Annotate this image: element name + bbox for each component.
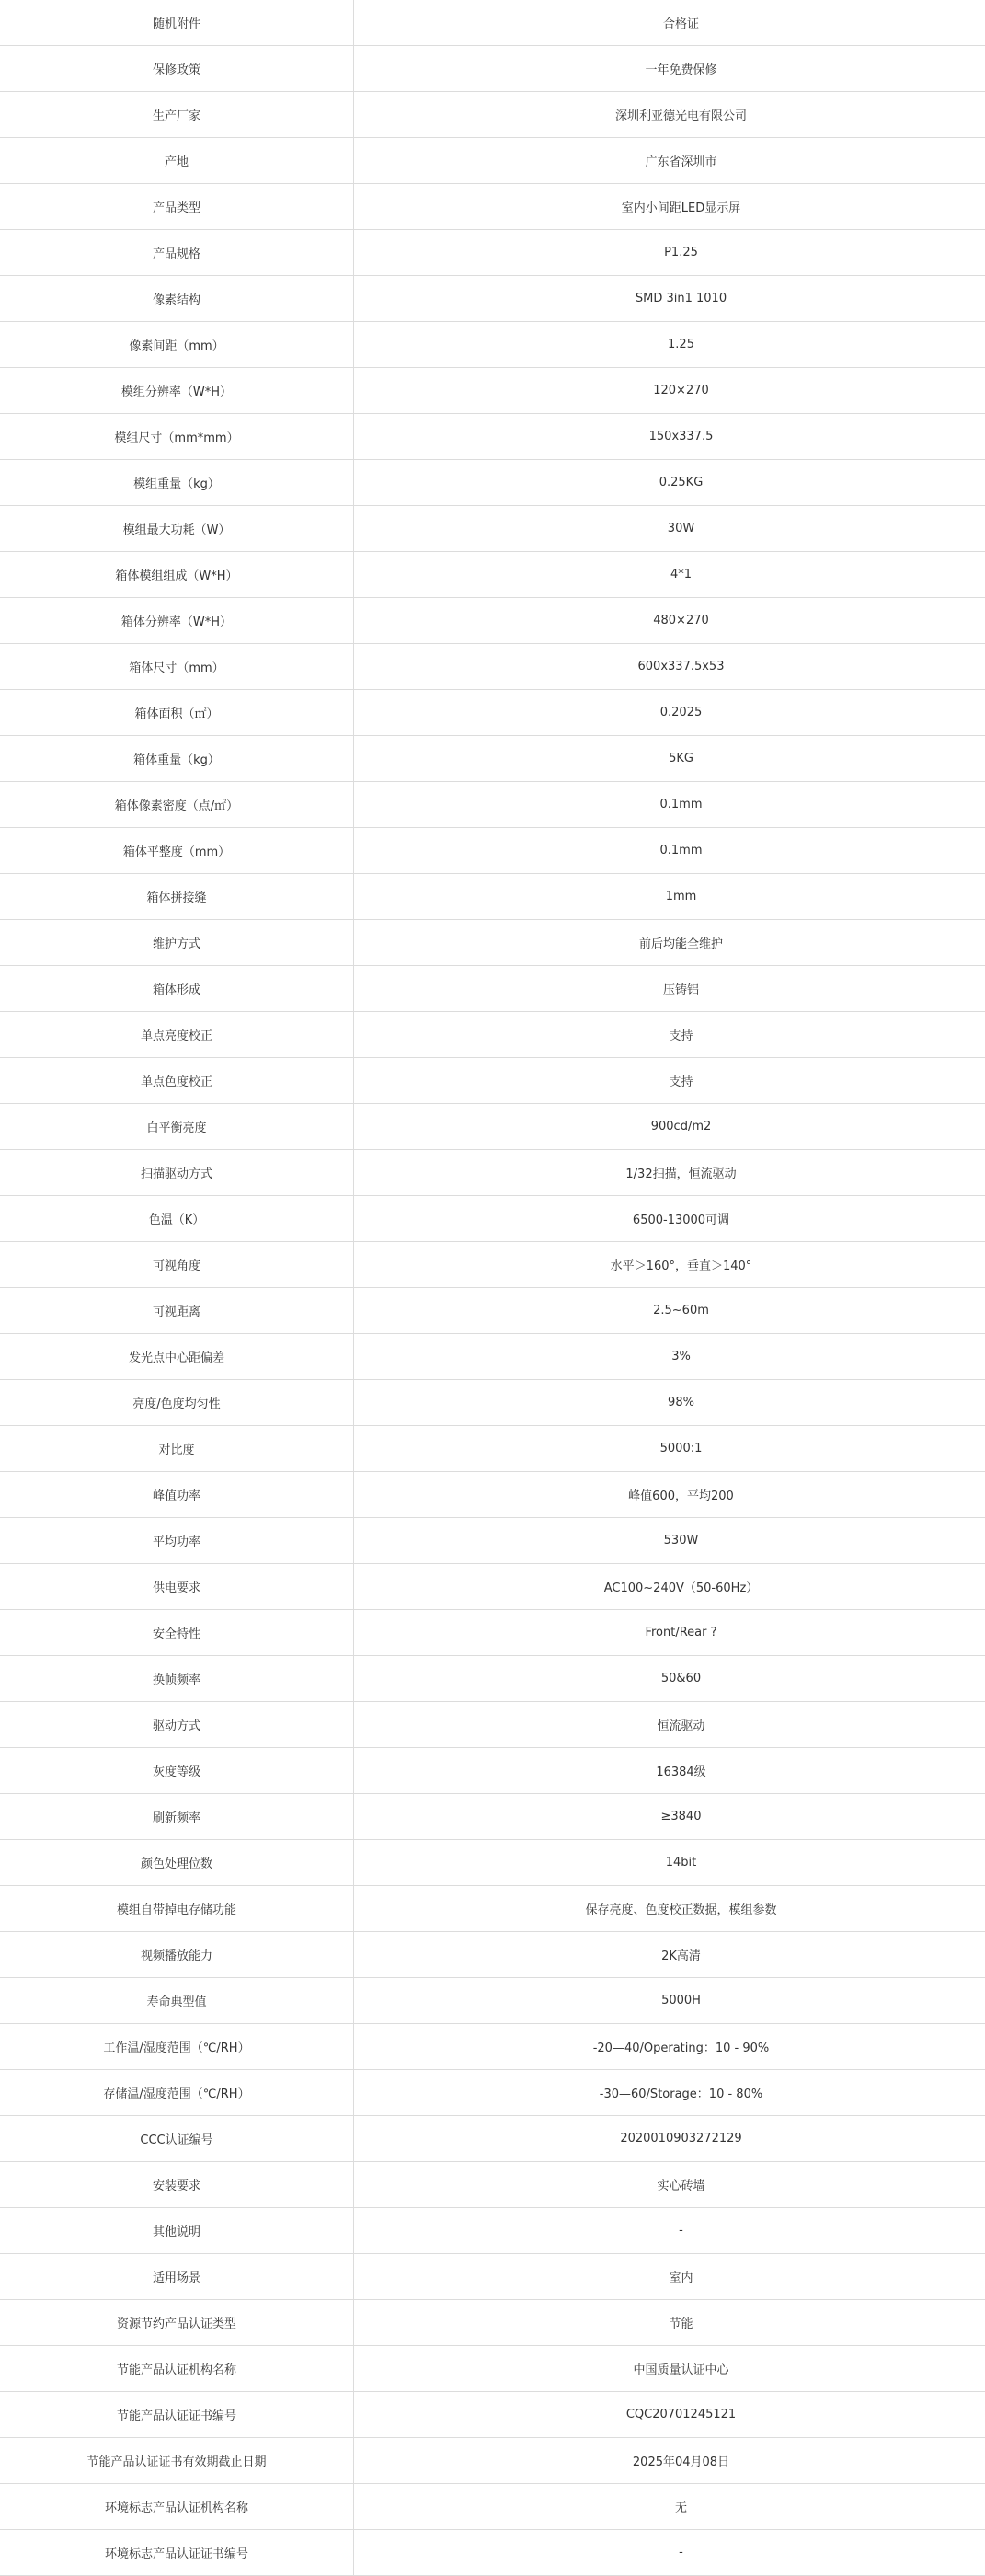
spec-value: 5000:1 [354, 1426, 985, 1472]
spec-value: 150x337.5 [354, 414, 985, 460]
spec-row [0, 1196, 985, 1242]
spec-label: 供电要求 [0, 1564, 354, 1610]
spec-row [0, 2254, 985, 2300]
spec-row [0, 552, 985, 598]
spec-row [0, 92, 985, 138]
spec-value: 节能 [354, 2300, 985, 2346]
spec-label: 色温（K） [0, 1196, 354, 1242]
spec-value: 480×270 [354, 598, 985, 644]
spec-value: 30W [354, 506, 985, 552]
spec-label: 可视距离 [0, 1288, 354, 1334]
spec-label: 单点色度校正 [0, 1058, 354, 1104]
spec-value: 室内 [354, 2254, 985, 2300]
spec-value: 1.25 [354, 322, 985, 368]
spec-row [0, 1932, 985, 1978]
spec-value: 120×270 [354, 368, 985, 414]
spec-label: 模组分辨率（W*H） [0, 368, 354, 414]
spec-row [0, 1012, 985, 1058]
spec-value: 水平＞160°，垂直＞140° [354, 1242, 985, 1288]
spec-value: 0.25KG [354, 460, 985, 506]
spec-value: 支持 [354, 1012, 985, 1058]
spec-label: 驱动方式 [0, 1702, 354, 1748]
spec-label: CCC认证编号 [0, 2116, 354, 2162]
spec-value: 一年免费保修 [354, 46, 985, 92]
spec-row [0, 874, 985, 920]
spec-label: 视频播放能力 [0, 1932, 354, 1978]
spec-value: Front/Rear ? [354, 1610, 985, 1656]
spec-value: 峰值600，平均200 [354, 1472, 985, 1518]
spec-label: 环境标志产品认证证书编号 [0, 2530, 354, 2576]
spec-row [0, 1794, 985, 1840]
spec-label: 寿命典型值 [0, 1978, 354, 2024]
spec-row [0, 276, 985, 322]
spec-row [0, 1426, 985, 1472]
spec-label: 箱体像素密度（点/㎡） [0, 782, 354, 828]
spec-row [0, 2208, 985, 2254]
spec-value: 50&60 [354, 1656, 985, 1702]
spec-label: 箱体分辨率（W*H） [0, 598, 354, 644]
spec-row [0, 2438, 985, 2484]
spec-row [0, 1886, 985, 1932]
spec-value: 2020010903272129 [354, 2116, 985, 2162]
spec-row [0, 138, 985, 184]
spec-label: 对比度 [0, 1426, 354, 1472]
spec-value: -20—40/Operating：10 - 90% [354, 2024, 985, 2070]
spec-row [0, 1656, 985, 1702]
spec-row [0, 2024, 985, 2070]
spec-value: - [354, 2208, 985, 2254]
spec-row [0, 1472, 985, 1518]
spec-value: 恒流驱动 [354, 1702, 985, 1748]
spec-value: 0.1mm [354, 828, 985, 874]
spec-label: 生产厂家 [0, 92, 354, 138]
spec-row [0, 1564, 985, 1610]
spec-label: 箱体形成 [0, 966, 354, 1012]
spec-row [0, 1610, 985, 1656]
spec-row [0, 644, 985, 690]
spec-value: 无 [354, 2484, 985, 2530]
spec-label: 峰值功率 [0, 1472, 354, 1518]
spec-value: 2.5~60m [354, 1288, 985, 1334]
spec-row [0, 0, 985, 46]
spec-row [0, 598, 985, 644]
spec-value: 600x337.5x53 [354, 644, 985, 690]
spec-row [0, 414, 985, 460]
spec-row [0, 2530, 985, 2576]
spec-label: 节能产品认证证书有效期截止日期 [0, 2438, 354, 2484]
spec-row [0, 2070, 985, 2116]
spec-label: 像素间距（mm） [0, 322, 354, 368]
spec-value: 4*1 [354, 552, 985, 598]
spec-value: 0.1mm [354, 782, 985, 828]
spec-label: 换帧频率 [0, 1656, 354, 1702]
spec-label: 像素结构 [0, 276, 354, 322]
spec-value: 支持 [354, 1058, 985, 1104]
spec-label: 存储温/湿度范围（℃/RH） [0, 2070, 354, 2116]
spec-row [0, 828, 985, 874]
spec-label: 安全特性 [0, 1610, 354, 1656]
spec-row [0, 1702, 985, 1748]
spec-value: -30—60/Storage：10 - 80% [354, 2070, 985, 2116]
spec-label: 模组尺寸（mm*mm） [0, 414, 354, 460]
spec-label: 随机附件 [0, 0, 354, 46]
spec-value: 前后均能全维护 [354, 920, 985, 966]
spec-row [0, 1334, 985, 1380]
spec-label: 发光点中心距偏差 [0, 1334, 354, 1380]
spec-label: 其他说明 [0, 2208, 354, 2254]
spec-label: 产品规格 [0, 230, 354, 276]
spec-value: 1/32扫描，恒流驱动 [354, 1150, 985, 1196]
spec-value: 3% [354, 1334, 985, 1380]
spec-row [0, 460, 985, 506]
spec-value: ≥3840 [354, 1794, 985, 1840]
spec-label: 模组重量（kg） [0, 460, 354, 506]
spec-value: SMD 3in1 1010 [354, 276, 985, 322]
spec-row [0, 920, 985, 966]
spec-label: 灰度等级 [0, 1748, 354, 1794]
spec-label: 刷新频率 [0, 1794, 354, 1840]
spec-label: 箱体模组组成（W*H） [0, 552, 354, 598]
spec-value: 中国质量认证中心 [354, 2346, 985, 2392]
spec-row [0, 2162, 985, 2208]
spec-row [0, 368, 985, 414]
spec-label: 箱体面积（㎡） [0, 690, 354, 736]
spec-row [0, 2116, 985, 2162]
spec-label: 安装要求 [0, 2162, 354, 2208]
spec-value: 530W [354, 1518, 985, 1564]
spec-value: 900cd/m2 [354, 1104, 985, 1150]
spec-label: 亮度/色度均匀性 [0, 1380, 354, 1426]
spec-label: 箱体尺寸（mm） [0, 644, 354, 690]
spec-row [0, 736, 985, 782]
spec-row [0, 1840, 985, 1886]
spec-value: 14bit [354, 1840, 985, 1886]
spec-row [0, 46, 985, 92]
spec-value: 压铸铝 [354, 966, 985, 1012]
spec-row [0, 506, 985, 552]
spec-value: 实心砖墙 [354, 2162, 985, 2208]
spec-row [0, 184, 985, 230]
spec-row [0, 1242, 985, 1288]
spec-label: 平均功率 [0, 1518, 354, 1564]
spec-row [0, 782, 985, 828]
spec-row [0, 322, 985, 368]
spec-value: 保存亮度、色度校正数据，模组参数 [354, 1886, 985, 1932]
spec-value: P1.25 [354, 230, 985, 276]
spec-row [0, 966, 985, 1012]
spec-row [0, 2484, 985, 2530]
spec-row [0, 1978, 985, 2024]
spec-row [0, 2300, 985, 2346]
spec-value: CQC20701245121 [354, 2392, 985, 2438]
spec-value: 5000H [354, 1978, 985, 2024]
spec-label: 模组最大功耗（W） [0, 506, 354, 552]
spec-row [0, 1380, 985, 1426]
spec-label: 扫描驱动方式 [0, 1150, 354, 1196]
spec-row [0, 1104, 985, 1150]
spec-label: 模组自带掉电存储功能 [0, 1886, 354, 1932]
spec-label: 环境标志产品认证机构名称 [0, 2484, 354, 2530]
spec-row [0, 1518, 985, 1564]
spec-value: 2K高清 [354, 1932, 985, 1978]
spec-label: 产品类型 [0, 184, 354, 230]
spec-row [0, 1288, 985, 1334]
spec-row [0, 1150, 985, 1196]
spec-label: 适用场景 [0, 2254, 354, 2300]
spec-value: 98% [354, 1380, 985, 1426]
spec-label: 白平衡亮度 [0, 1104, 354, 1150]
spec-value: 0.2025 [354, 690, 985, 736]
spec-value: 1mm [354, 874, 985, 920]
spec-row [0, 1058, 985, 1104]
spec-value: 深圳利亚德光电有限公司 [354, 92, 985, 138]
spec-row [0, 230, 985, 276]
spec-row [0, 2346, 985, 2392]
spec-value: 2025年04月08日 [354, 2438, 985, 2484]
spec-label: 箱体拼接缝 [0, 874, 354, 920]
spec-label: 工作温/湿度范围（℃/RH） [0, 2024, 354, 2070]
spec-label: 节能产品认证机构名称 [0, 2346, 354, 2392]
spec-value: - [354, 2530, 985, 2576]
spec-label: 箱体重量（kg） [0, 736, 354, 782]
spec-label: 单点亮度校正 [0, 1012, 354, 1058]
spec-value: 5KG [354, 736, 985, 782]
spec-label: 箱体平整度（mm） [0, 828, 354, 874]
spec-value: 室内小间距LED显示屏 [354, 184, 985, 230]
spec-label: 维护方式 [0, 920, 354, 966]
spec-value: 6500-13000可调 [354, 1196, 985, 1242]
spec-row [0, 2392, 985, 2438]
spec-label: 节能产品认证证书编号 [0, 2392, 354, 2438]
spec-label: 产地 [0, 138, 354, 184]
spec-label: 颜色处理位数 [0, 1840, 354, 1886]
spec-value: 16384级 [354, 1748, 985, 1794]
spec-value: AC100~240V（50-60Hz） [354, 1564, 985, 1610]
spec-row [0, 690, 985, 736]
spec-label: 资源节约产品认证类型 [0, 2300, 354, 2346]
spec-label: 可视角度 [0, 1242, 354, 1288]
spec-label: 保修政策 [0, 46, 354, 92]
spec-value: 广东省深圳市 [354, 138, 985, 184]
spec-row [0, 1748, 985, 1794]
spec-value: 合格证 [354, 0, 985, 46]
